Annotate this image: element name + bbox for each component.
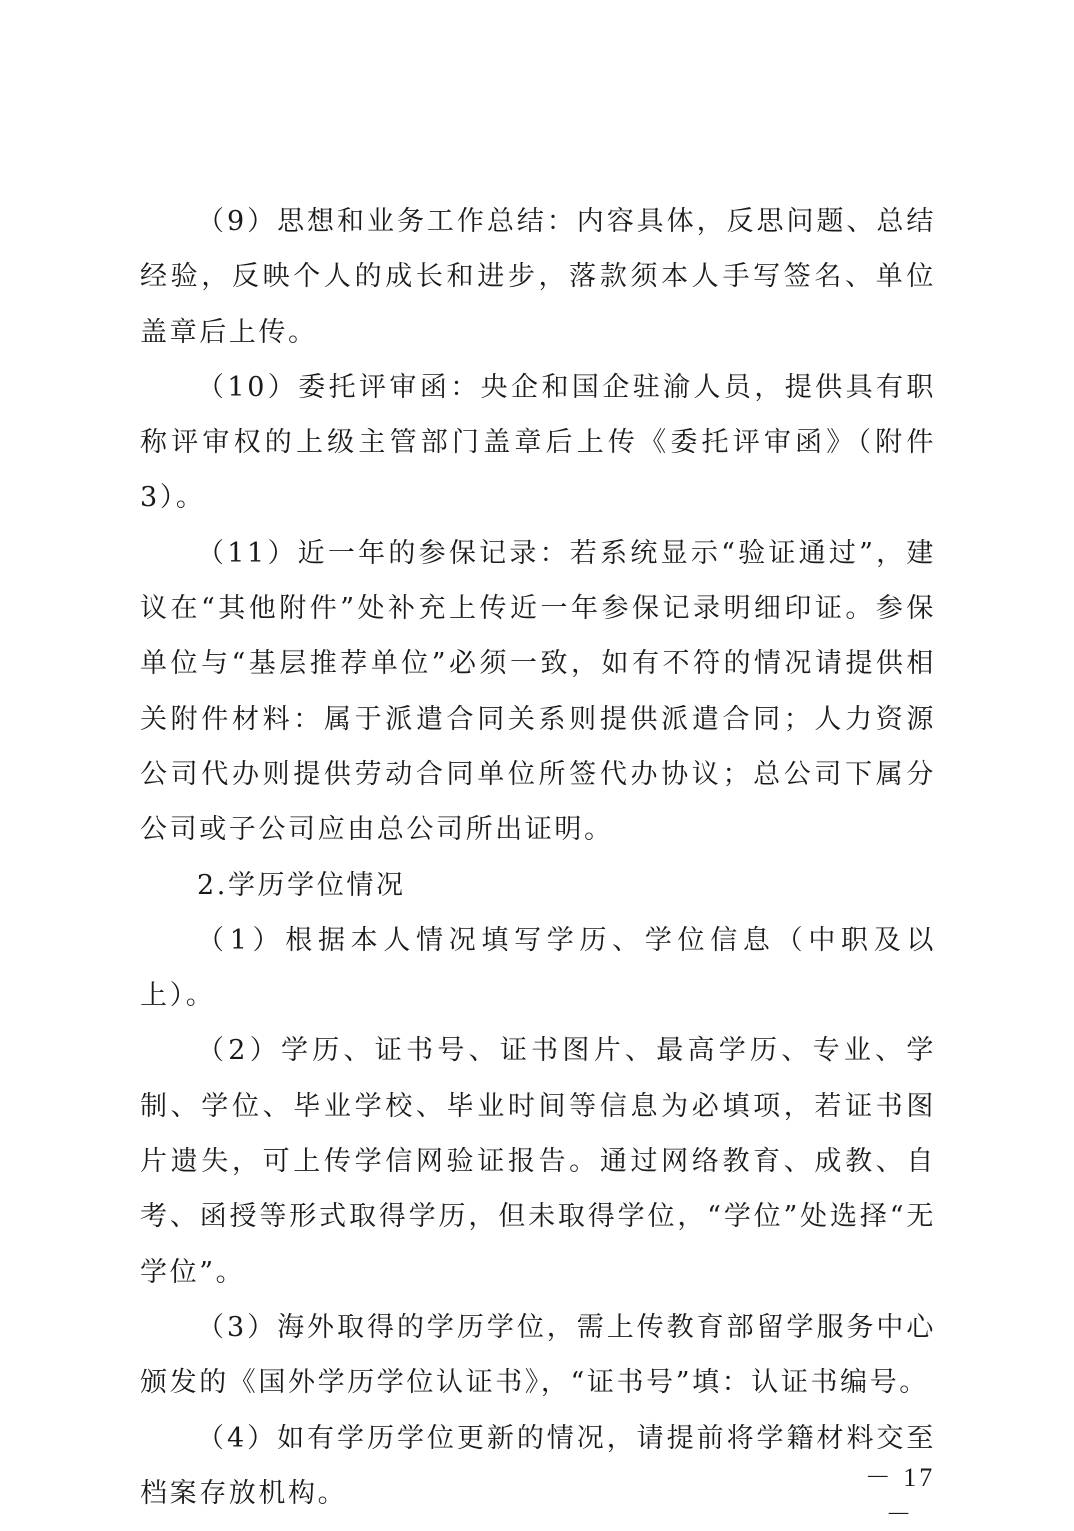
section-paragraph-2: （2）学历、证书号、证书图片、最高学历、专业、学制、学位、毕业学校、毕业时间等信息为必填项，若证书图片遗失，可上传学信网验证报告。通过网络教育、成教、自考、函授等形式取得学历，但未取得学位，“学位”处选择“无学位”。 — [140, 1035, 936, 1288]
section-heading: 2.学历学位情况 — [197, 869, 406, 901]
paragraph-item-10: （10）委托评审函：央企和国企驻渝人员，提供具有职称评审权的上级主管部门盖章后上传《委托评审函》（附件3）。 — [140, 371, 936, 514]
section-paragraph-3: （3）海外取得的学历学位，需上传教育部留学服务中心颁发的《国外学历学位认证书》，“证书号”填：认证书编号。 — [140, 1311, 936, 1399]
paragraph-item-11: （11）近一年的参保记录：若系统显示“验证通过”，建议在“其他附件”处补充上传近一年参保记录明细印证。参保单位与“基层推荐单位”必须一致，如有不符的情况请提供相关附件材料：属于派遣合同关系则提供派遣合同；人力资源公司代办则提供劳动合同单位所签代办协议；总公司下属分公司或子公司应由总公司所出证明。 — [140, 537, 936, 846]
paragraph-item-9: （9）思想和业务工作总结：内容具体，反思问题、总结经验，反映个人的成长和进步，落款须本人手写签名、单位盖章后上传。 — [140, 206, 936, 348]
section-paragraph-4: （4）如有学历学位更新的情况，请提前将学籍材料交至档案存放机构。 — [140, 1422, 936, 1509]
page-number: － 17 － — [864, 1463, 936, 1529]
document-body — [140, 194, 936, 1521]
section-paragraph-1: （1）根据本人情况填写学历、学位信息（中职及以上）。 — [140, 924, 936, 1012]
